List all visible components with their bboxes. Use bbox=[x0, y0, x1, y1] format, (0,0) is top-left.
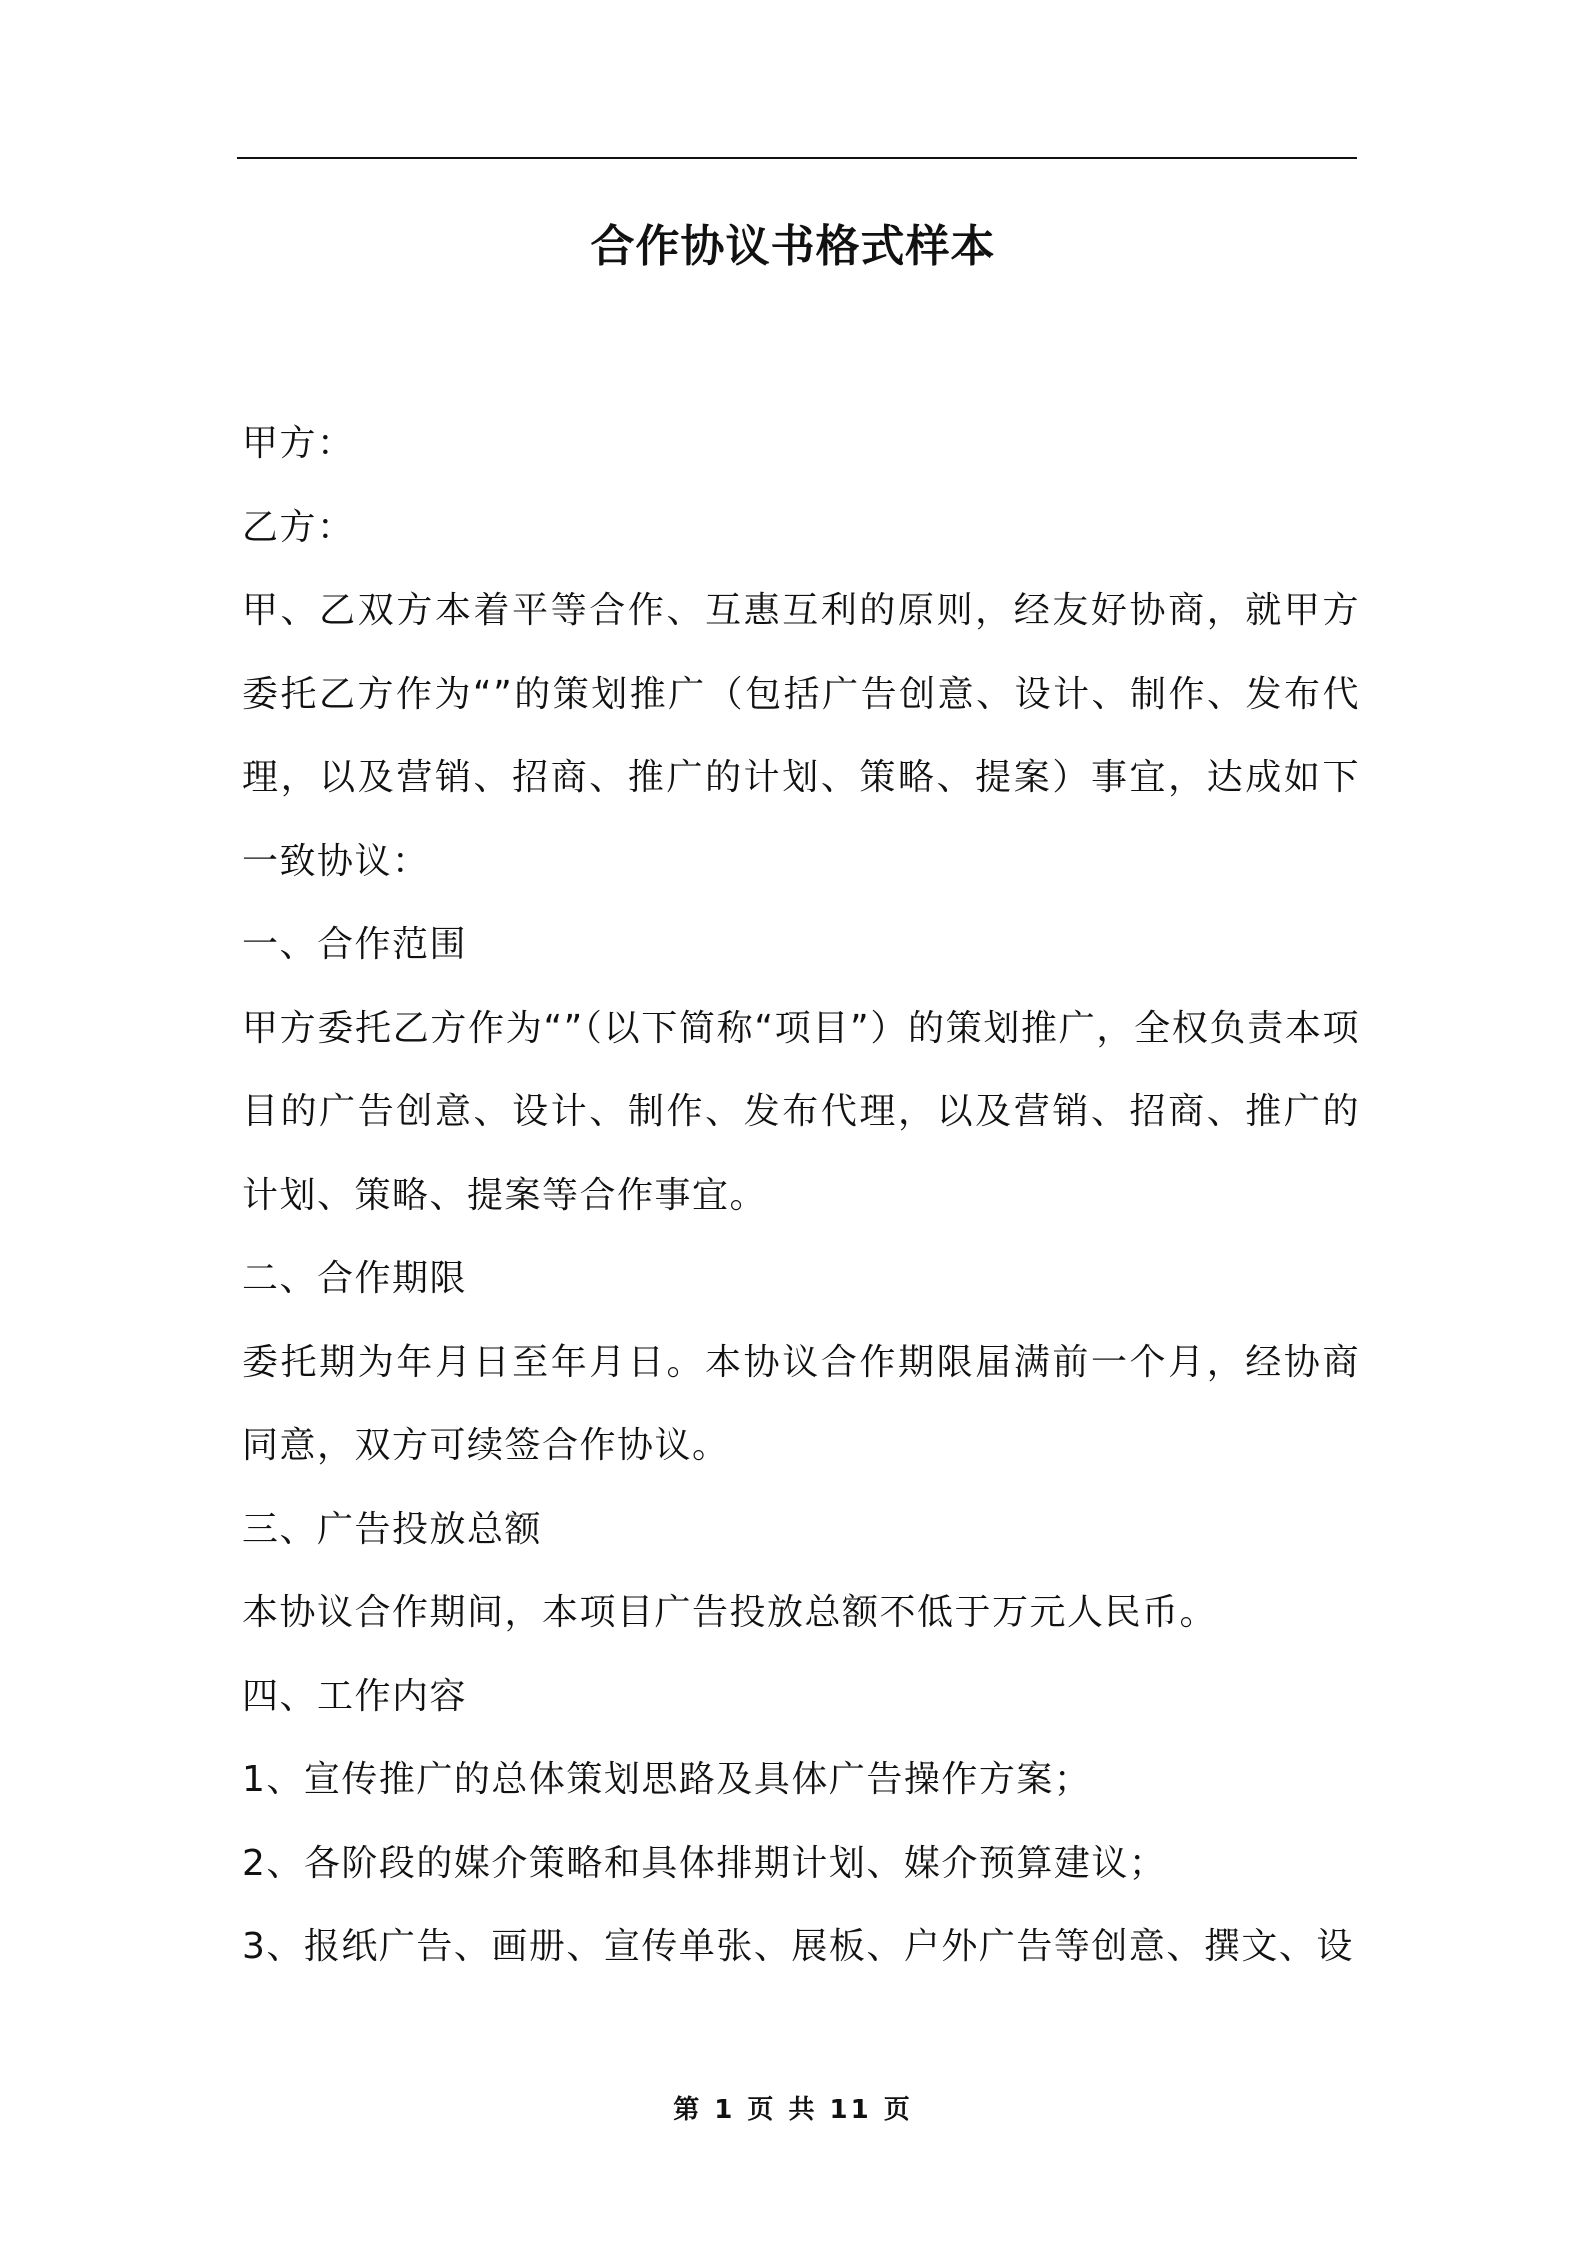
header-rule bbox=[237, 157, 1357, 159]
party-a-line: 甲方： bbox=[242, 423, 355, 464]
party-b-line: 乙方： bbox=[242, 506, 355, 548]
work-item-2: 2、各阶段的媒介策略和具体排期计划、媒介预算建议； bbox=[242, 1842, 1167, 1884]
budget-paragraph: 本协议合作期间，本项目广告投放总额不低于万元人民币。 bbox=[242, 1592, 1218, 1633]
term-paragraph: 委托期为年月日至年月日。本协议合作期限届满前一个月，经协商同意，双方可续签合作协议。 bbox=[242, 1341, 1360, 1466]
section-heading-work: 四、工作内容 bbox=[242, 1675, 468, 1717]
work-item-3: 3、报纸广告、画册、宣传单张、展板、户外广告等创意、撰文、设 bbox=[242, 1926, 1354, 1967]
page-number: 第 1 页 共 11 页 bbox=[673, 2095, 913, 2125]
work-item-1: 1、宣传推广的总体策划思路及具体广告操作方案； bbox=[242, 1759, 1092, 1800]
document-title: 合作协议书格式样本 bbox=[590, 221, 996, 272]
document-body bbox=[242, 402, 1360, 1989]
preamble-paragraph: 甲、乙双方本着平等合作、互惠互利的原则，经友好协商，就甲方委托乙方作为“”的策划推广（包括广告创意、设计、制作、发布代理，以及营销、招商、推广的计划、策略、提案）事宜，达成如下一致协议： bbox=[242, 590, 1360, 882]
section-heading-scope: 一、合作范围 bbox=[242, 924, 468, 965]
section-heading-budget: 三、广告投放总额 bbox=[242, 1508, 543, 1550]
section-heading-term: 二、合作期限 bbox=[242, 1258, 468, 1299]
scope-paragraph: 甲方委托乙方作为“”（以下简称“项目”）的策划推广，全权负责本项目的广告创意、设计、制作、发布代理，以及营销、招商、推广的计划、策略、提案等合作事宜。 bbox=[242, 1007, 1360, 1216]
